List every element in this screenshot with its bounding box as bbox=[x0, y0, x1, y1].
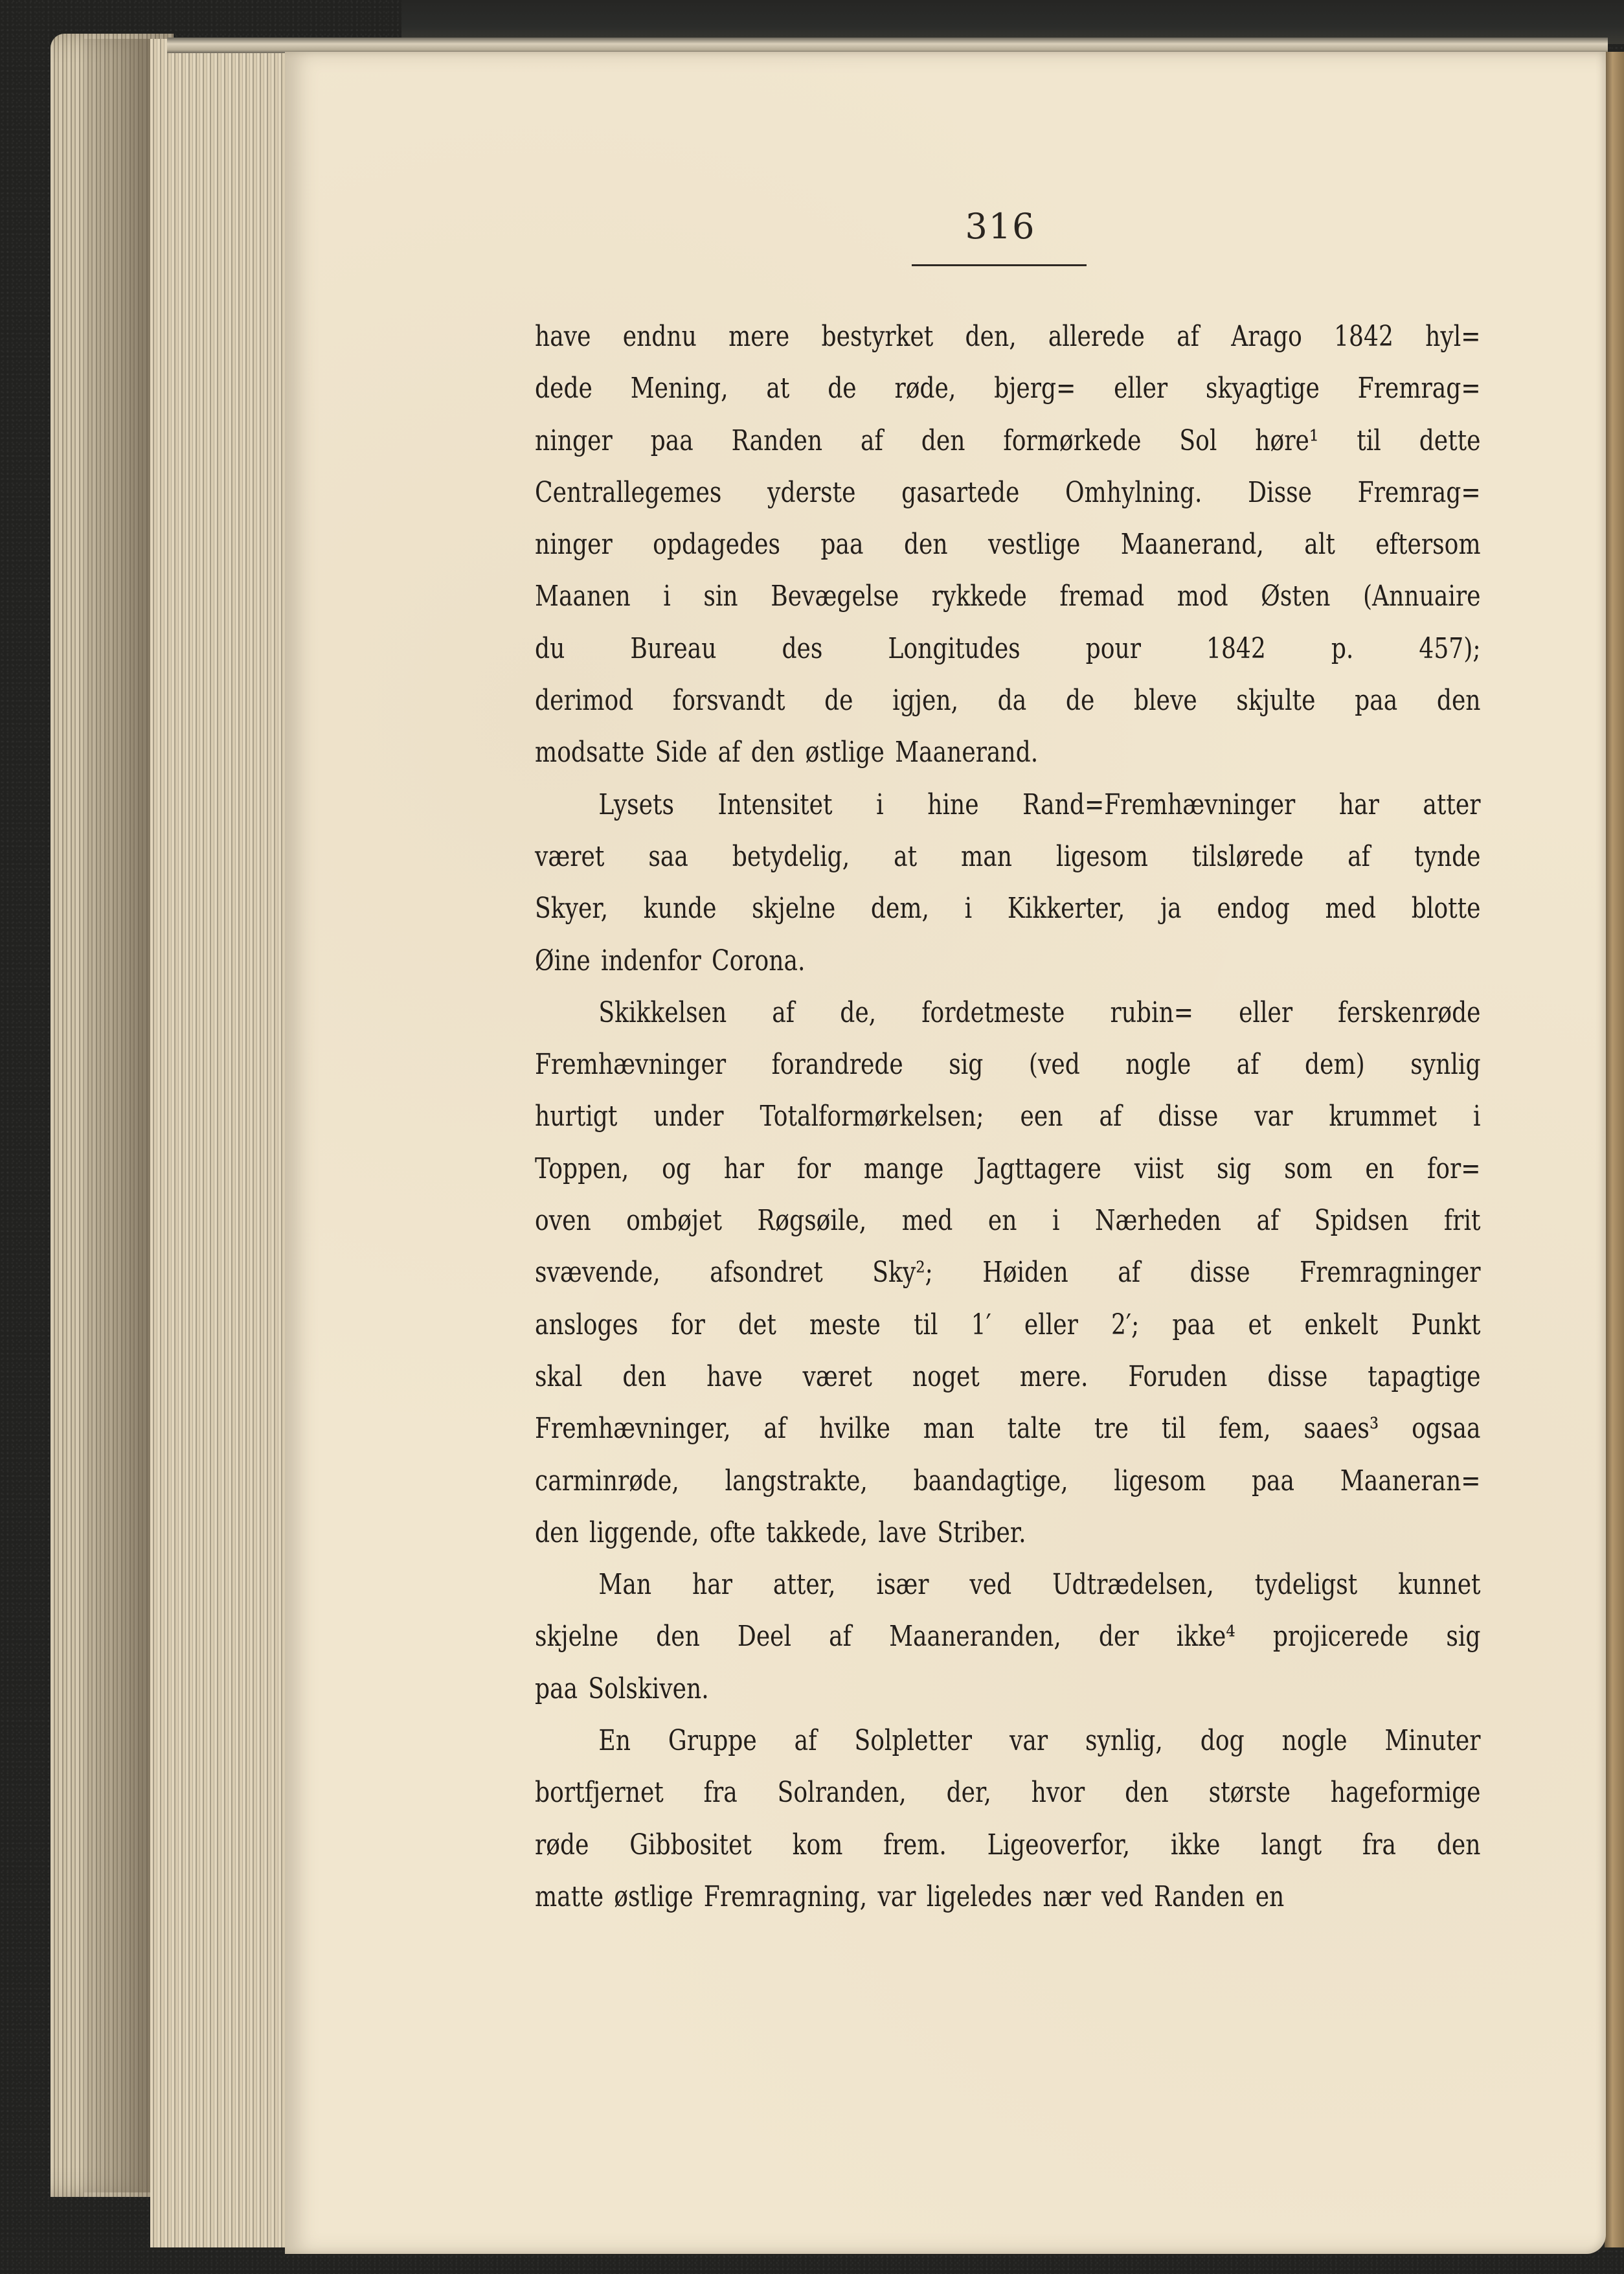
word: ikke bbox=[1170, 1828, 1221, 1861]
word: blotte bbox=[1411, 892, 1481, 926]
word: Maaneranden, bbox=[889, 1620, 1061, 1654]
word: en bbox=[1255, 1880, 1285, 1913]
word: en bbox=[987, 1204, 1017, 1238]
text-line bbox=[535, 415, 1481, 467]
page-number: 316 bbox=[965, 206, 1036, 247]
word: Maanerand. bbox=[895, 736, 1039, 769]
text-line bbox=[535, 1611, 1481, 1663]
word: 1′ bbox=[971, 1308, 991, 1341]
word: betydelig, bbox=[732, 839, 850, 873]
word: Sky²; bbox=[872, 1256, 933, 1290]
word: den bbox=[656, 1620, 700, 1654]
word: til bbox=[1357, 424, 1381, 457]
word: mere bbox=[728, 320, 790, 353]
word: Mening, bbox=[630, 372, 728, 405]
word: i bbox=[663, 580, 671, 613]
word: hageformige bbox=[1330, 1776, 1481, 1810]
paragraph bbox=[535, 779, 1480, 987]
word: de bbox=[828, 372, 857, 405]
word: var bbox=[877, 1880, 916, 1913]
word: de bbox=[1065, 684, 1095, 718]
text-line bbox=[535, 1039, 1481, 1091]
word: dette bbox=[1419, 424, 1481, 457]
text-line bbox=[535, 1455, 1481, 1507]
body-text bbox=[535, 311, 1480, 1923]
word: den bbox=[1436, 684, 1481, 718]
word: Ligeoverfor, bbox=[987, 1828, 1131, 1861]
word: fra bbox=[1362, 1828, 1397, 1861]
word: i bbox=[1473, 1100, 1481, 1133]
word: oven bbox=[535, 1204, 591, 1238]
word: paa bbox=[650, 424, 694, 457]
word: til bbox=[1161, 1412, 1186, 1446]
word: fordetmeste bbox=[921, 995, 1065, 1029]
word: ferskenrøde bbox=[1338, 995, 1481, 1029]
word: Totalformørkelsen; bbox=[760, 1100, 984, 1133]
text-line bbox=[535, 1143, 1481, 1195]
word: Maanerand, bbox=[1120, 528, 1264, 562]
word: Arago bbox=[1231, 320, 1302, 353]
word: tre bbox=[1094, 1412, 1129, 1446]
word: en bbox=[1365, 1152, 1395, 1185]
text-line bbox=[535, 727, 1481, 779]
word: hyl= bbox=[1425, 320, 1481, 353]
word: (ved bbox=[1028, 1048, 1080, 1082]
word: var bbox=[1009, 1724, 1048, 1758]
text-line bbox=[535, 675, 1481, 727]
word: ligeledes bbox=[926, 1880, 1033, 1913]
word: den bbox=[921, 424, 965, 457]
word: Rand=Fremhævninger bbox=[1022, 788, 1296, 821]
word: Gruppe bbox=[668, 1724, 757, 1758]
word: talte bbox=[1007, 1412, 1062, 1446]
word: 1842 bbox=[1334, 320, 1393, 353]
word: et bbox=[1248, 1308, 1272, 1341]
word: modsatte bbox=[535, 736, 645, 769]
word: Maaneran= bbox=[1340, 1464, 1481, 1497]
word: Solranden, bbox=[777, 1776, 907, 1810]
word: for bbox=[796, 1152, 831, 1185]
word: eftersom bbox=[1375, 528, 1481, 562]
word: for bbox=[671, 1308, 705, 1341]
word: Kikkerter, bbox=[1007, 892, 1125, 926]
word: de bbox=[824, 684, 853, 718]
page-right-edge bbox=[1605, 52, 1624, 2247]
word: nær bbox=[1043, 1880, 1091, 1913]
text-line bbox=[535, 1715, 1481, 1767]
page-edges-inner-stack bbox=[150, 39, 286, 2247]
word: i bbox=[876, 788, 884, 821]
word: hvor bbox=[1031, 1776, 1085, 1810]
text-line bbox=[535, 1403, 1481, 1455]
word: den bbox=[1436, 1828, 1481, 1861]
word: hvilke bbox=[819, 1412, 891, 1446]
word: forandrede bbox=[771, 1048, 903, 1082]
word: bleve bbox=[1133, 684, 1197, 718]
word: Fremragning, bbox=[703, 1880, 868, 1913]
word: den bbox=[903, 528, 948, 562]
word: Skikkelsen bbox=[598, 995, 727, 1029]
word: af bbox=[763, 1412, 787, 1446]
word: bortfjernet bbox=[535, 1776, 664, 1810]
word: bjerg= bbox=[994, 372, 1076, 405]
word: tapagtige bbox=[1368, 1359, 1481, 1393]
word: hurtigt bbox=[535, 1100, 618, 1133]
word: rykkede bbox=[931, 580, 1027, 613]
word: atter bbox=[1423, 788, 1481, 821]
text-line bbox=[535, 1767, 1481, 1819]
word: igjen, bbox=[892, 684, 959, 718]
word: mange bbox=[863, 1152, 944, 1185]
word: Bevægelse bbox=[771, 580, 899, 613]
word: der bbox=[1098, 1620, 1139, 1654]
word: der, bbox=[946, 1776, 991, 1810]
word: fremad bbox=[1059, 580, 1145, 613]
text-line bbox=[535, 1663, 1481, 1715]
word: især bbox=[876, 1568, 929, 1602]
word: ikke⁴ bbox=[1176, 1620, 1235, 1654]
word: Striber. bbox=[937, 1516, 1026, 1549]
word: forsvandt bbox=[672, 684, 785, 718]
word: saaes³ bbox=[1303, 1412, 1379, 1446]
text-line bbox=[535, 1247, 1481, 1299]
text-line bbox=[535, 831, 1481, 883]
word: lave bbox=[878, 1516, 927, 1549]
word: af bbox=[829, 1620, 852, 1654]
word: 457); bbox=[1419, 631, 1481, 665]
word: som bbox=[1284, 1152, 1333, 1185]
word: var bbox=[1254, 1100, 1293, 1133]
word: have bbox=[535, 320, 591, 353]
word: kom bbox=[792, 1828, 843, 1861]
text-line bbox=[535, 779, 1481, 831]
word: 2′; bbox=[1111, 1308, 1140, 1341]
word: langt bbox=[1261, 1828, 1322, 1861]
word: have bbox=[706, 1359, 763, 1393]
word: af bbox=[1236, 1048, 1259, 1082]
word: røde bbox=[535, 1828, 589, 1861]
word: sig bbox=[949, 1048, 984, 1082]
text-line bbox=[535, 467, 1481, 519]
word: Fremragninger bbox=[1300, 1256, 1481, 1290]
word: har bbox=[692, 1568, 732, 1602]
word: Omhylning. bbox=[1065, 475, 1202, 509]
word: den bbox=[622, 1359, 667, 1393]
word: indenfor bbox=[600, 944, 701, 977]
word: de, bbox=[840, 995, 877, 1029]
word: Foruden bbox=[1128, 1359, 1228, 1393]
word: har bbox=[1338, 788, 1379, 821]
word: været bbox=[535, 839, 605, 873]
word: til bbox=[913, 1308, 938, 1341]
word: Jagttagere bbox=[976, 1152, 1101, 1185]
word: at bbox=[766, 372, 790, 405]
word: mod bbox=[1177, 580, 1228, 613]
word: østlige bbox=[805, 736, 885, 769]
word: disse bbox=[1158, 1100, 1219, 1133]
word: nogle bbox=[1125, 1048, 1191, 1082]
word: ved bbox=[969, 1568, 1012, 1602]
word: den bbox=[750, 736, 795, 769]
word: synlig bbox=[1410, 1048, 1481, 1082]
text-line bbox=[535, 1559, 1481, 1611]
word: pour bbox=[1085, 631, 1141, 665]
word: gasartede bbox=[901, 475, 1020, 509]
word: kunnet bbox=[1398, 1568, 1481, 1602]
word: Øine bbox=[535, 944, 591, 977]
word: Maanen bbox=[535, 580, 631, 613]
word: Nærheden bbox=[1094, 1204, 1221, 1238]
word: noget bbox=[912, 1359, 980, 1393]
word: største bbox=[1208, 1776, 1291, 1810]
word: Randen bbox=[1154, 1880, 1245, 1913]
word: af bbox=[1256, 1204, 1280, 1238]
paragraph bbox=[535, 1559, 1480, 1715]
word: Sol bbox=[1179, 424, 1217, 457]
word: da bbox=[997, 684, 1027, 718]
word: østlige bbox=[614, 1880, 694, 1913]
word: ombøjet bbox=[626, 1204, 722, 1238]
word: opdagedes bbox=[653, 528, 780, 562]
word: paa bbox=[820, 528, 864, 562]
word: langstrakte, bbox=[725, 1464, 868, 1497]
word: med bbox=[1325, 892, 1377, 926]
paragraph bbox=[535, 987, 1480, 1559]
word: synlig, bbox=[1085, 1724, 1163, 1758]
word: tydeligst bbox=[1254, 1568, 1358, 1602]
word: under bbox=[653, 1100, 724, 1133]
word: Gibbositet bbox=[629, 1828, 752, 1861]
word: Intensitet bbox=[717, 788, 833, 821]
word: nogle bbox=[1281, 1724, 1348, 1758]
word: af bbox=[1348, 839, 1371, 873]
word: afsondret bbox=[710, 1256, 823, 1290]
word: dog bbox=[1200, 1724, 1245, 1758]
text-line bbox=[535, 571, 1481, 622]
word: kunde bbox=[643, 892, 717, 926]
word: dem, bbox=[870, 892, 930, 926]
word: endog bbox=[1217, 892, 1290, 926]
word: paa bbox=[535, 1672, 578, 1705]
word: des bbox=[782, 631, 823, 665]
word: tilslørede bbox=[1191, 839, 1304, 873]
word: Man bbox=[598, 1568, 652, 1602]
word: matte bbox=[535, 1880, 604, 1913]
word: Corona. bbox=[711, 944, 806, 977]
text-line bbox=[535, 1507, 1481, 1559]
word: Røgsøile, bbox=[757, 1204, 867, 1238]
word: Centrallegemes bbox=[535, 475, 722, 509]
word: baandagtige, bbox=[913, 1464, 1068, 1497]
text-line bbox=[535, 987, 1481, 1039]
word: Longitudes bbox=[888, 631, 1021, 665]
word: Østen bbox=[1261, 580, 1331, 613]
word: for= bbox=[1427, 1152, 1481, 1185]
word: meste bbox=[809, 1308, 881, 1341]
word: af bbox=[860, 424, 883, 457]
text-line bbox=[535, 1819, 1481, 1871]
word: viist bbox=[1134, 1152, 1184, 1185]
word: saa bbox=[648, 839, 688, 873]
word: skyagtige bbox=[1205, 372, 1320, 405]
word: ja bbox=[1160, 892, 1182, 926]
word: svævende, bbox=[535, 1256, 660, 1290]
word: sig bbox=[1217, 1152, 1252, 1185]
word: skal bbox=[535, 1359, 583, 1393]
word: liggende, bbox=[589, 1516, 699, 1549]
paragraph bbox=[535, 1715, 1480, 1923]
word: ligesom bbox=[1055, 839, 1148, 873]
word: een bbox=[1020, 1100, 1063, 1133]
word: allerede bbox=[1048, 320, 1145, 353]
word: Fremrag= bbox=[1357, 475, 1481, 509]
word: projicerede bbox=[1272, 1620, 1409, 1654]
text-line bbox=[535, 1091, 1481, 1143]
word: 1842 bbox=[1206, 631, 1266, 665]
word: enkelt bbox=[1304, 1308, 1379, 1341]
word: Fremrag= bbox=[1357, 372, 1481, 405]
word: skjulte bbox=[1236, 684, 1316, 718]
word: høre¹ bbox=[1255, 424, 1319, 457]
word: rubin= bbox=[1110, 995, 1194, 1029]
word: Side bbox=[655, 736, 708, 769]
text-line bbox=[535, 363, 1481, 415]
word: frem. bbox=[883, 1828, 947, 1861]
word: Lysets bbox=[598, 788, 674, 821]
word: disse bbox=[1190, 1256, 1250, 1290]
word: eller bbox=[1239, 995, 1293, 1029]
word: røde, bbox=[894, 372, 956, 405]
word: Punkt bbox=[1411, 1308, 1481, 1341]
word: ogsaa bbox=[1412, 1412, 1481, 1446]
word: atter, bbox=[773, 1568, 836, 1602]
word: Fremhævninger bbox=[535, 1048, 727, 1082]
word: den bbox=[1125, 1776, 1169, 1810]
word: eller bbox=[1024, 1308, 1078, 1341]
word: ved bbox=[1101, 1880, 1144, 1913]
word: p. bbox=[1331, 631, 1354, 665]
word: Solskiven. bbox=[588, 1672, 709, 1705]
page-top-edge bbox=[167, 38, 1608, 53]
word: det bbox=[738, 1308, 776, 1341]
word: af bbox=[1118, 1256, 1141, 1290]
word: den bbox=[535, 1516, 579, 1549]
text-line bbox=[535, 311, 1481, 363]
word: frit bbox=[1443, 1204, 1481, 1238]
word: man bbox=[961, 839, 1013, 873]
word: Spidsen bbox=[1314, 1204, 1409, 1238]
word: paa bbox=[1172, 1308, 1215, 1341]
word: af bbox=[1099, 1100, 1122, 1133]
text-line bbox=[535, 1351, 1481, 1403]
word: i bbox=[964, 892, 973, 926]
header-rule bbox=[912, 264, 1087, 266]
word: Minuter bbox=[1384, 1724, 1481, 1758]
word: af bbox=[1177, 320, 1200, 353]
word: takkede, bbox=[766, 1516, 868, 1549]
word: Høiden bbox=[982, 1256, 1068, 1290]
word: Bureau bbox=[630, 631, 717, 665]
text-line bbox=[535, 1195, 1481, 1247]
word: carminrøde, bbox=[535, 1464, 679, 1497]
text-line bbox=[535, 519, 1481, 571]
word: mere. bbox=[1019, 1359, 1088, 1393]
word: vestlige bbox=[988, 528, 1081, 562]
word: formørkede bbox=[1003, 424, 1142, 457]
word: af bbox=[794, 1724, 817, 1758]
word: den, bbox=[965, 320, 1017, 353]
word: ninger bbox=[535, 528, 613, 562]
word: Fremhævninger, bbox=[535, 1412, 731, 1446]
word: fem, bbox=[1219, 1412, 1271, 1446]
word: ansloges bbox=[535, 1308, 638, 1341]
word: Randen bbox=[731, 424, 823, 457]
word: alt bbox=[1304, 528, 1335, 562]
text-line bbox=[535, 1871, 1481, 1923]
word: tynde bbox=[1414, 839, 1481, 873]
word: fra bbox=[703, 1776, 738, 1810]
word: i bbox=[1052, 1204, 1060, 1238]
word: ninger bbox=[535, 424, 613, 457]
word: Udtrædelsen, bbox=[1052, 1568, 1214, 1602]
word: paa bbox=[1251, 1464, 1295, 1497]
text-line bbox=[535, 935, 1481, 987]
word: af bbox=[772, 995, 795, 1029]
word: hine bbox=[927, 788, 979, 821]
word: Toppen, bbox=[535, 1152, 629, 1185]
word: krummet bbox=[1329, 1100, 1438, 1133]
word: (Annuaire bbox=[1362, 580, 1481, 613]
word: disse bbox=[1267, 1359, 1328, 1393]
word: paa bbox=[1355, 684, 1398, 718]
word: skjelne bbox=[752, 892, 836, 926]
word: dem) bbox=[1305, 1048, 1365, 1082]
word: En bbox=[598, 1724, 631, 1758]
word: yderste bbox=[767, 475, 856, 509]
word: sig bbox=[1446, 1620, 1481, 1654]
word: ligesom bbox=[1114, 1464, 1206, 1497]
text-line bbox=[535, 1299, 1481, 1351]
word: Skyer, bbox=[535, 892, 609, 926]
word: sin bbox=[703, 580, 738, 613]
word: du bbox=[535, 631, 565, 665]
word: eller bbox=[1114, 372, 1168, 405]
word: været bbox=[802, 1359, 872, 1393]
paragraph bbox=[535, 311, 1480, 779]
word: af bbox=[717, 736, 741, 769]
word: man bbox=[923, 1412, 975, 1446]
word: med bbox=[901, 1204, 953, 1238]
word: og bbox=[662, 1152, 691, 1185]
text-line bbox=[535, 883, 1481, 935]
word: endnu bbox=[622, 320, 697, 353]
word: Solpletter bbox=[854, 1724, 973, 1758]
word: at bbox=[894, 839, 918, 873]
word: dede bbox=[535, 372, 592, 405]
word: derimod bbox=[535, 684, 634, 718]
text-line bbox=[535, 623, 1481, 675]
word: Disse bbox=[1248, 475, 1312, 509]
word: ofte bbox=[709, 1516, 756, 1549]
word: Deel bbox=[737, 1620, 792, 1654]
word: bestyrket bbox=[821, 320, 934, 353]
word: skjelne bbox=[535, 1620, 619, 1654]
word: har bbox=[723, 1152, 764, 1185]
